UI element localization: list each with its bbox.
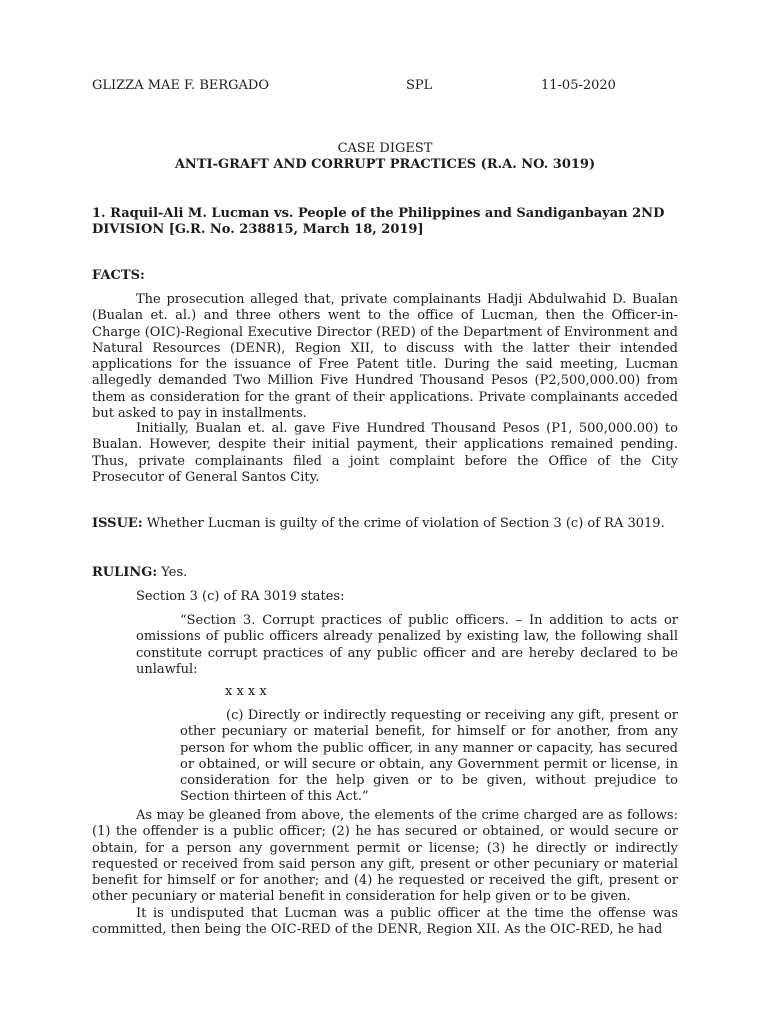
document-topic: ANTI-GRAFT AND CORRUPT PRACTICES (R.A. NO. 3019): [174, 157, 596, 172]
document-kind: CASE DIGEST: [337, 141, 433, 156]
statute-quote-1: “Section 3. Corrupt practices of public officers. – In addition to acts or omissions of public officers already penalized by existing law, the following shall constitute corrupt practices of any public officer and are hereby declared to be unlawful:: [136, 613, 678, 677]
statute-quote-2: (c) Directly or indirectly requesting or receiving any gift, present or other pecuniary or material benefit, for himself or for another, from any person for whom the public officer, in any manner or capacity, has secured or obtained, or will secure or obtain, any Government permit or license, in consideration for the help given or to be given, without prejudice to Section thirteen of this Act.”: [180, 708, 678, 805]
issue-line: [92, 516, 678, 532]
facts-label: FACTS:: [92, 268, 145, 283]
ruling-label: RULING:: [92, 565, 158, 580]
document-date: 11-05-2020: [541, 78, 616, 93]
ruling-intro: Section 3 (c) of RA 3019 states:: [136, 589, 345, 604]
author-name: GLIZZA MAE F. BERGADO: [92, 78, 270, 93]
subject-code: SPL: [406, 78, 433, 93]
issue-label: ISSUE:: [92, 516, 143, 531]
facts-paragraph-1: The prosecution alleged that, private complainants Hadji Abdulwahid D. Bualan (Bualan et. al.) and three others went to the office of Lucman, then the Officer-in-Charge (OIC)-Regional Executive Director (RED) of the Department of Environment and Natural Resources (DENR), Region XII, to discuss with the latter their intended applications for the issuance of Free Patent title. During the said meeting, Lucman allegedly demanded Two Million Five Hundred Thousand Pesos (P2,500,000.00) from them as consideration for the grant of their applications. Private complainants acceded but asked to pay in installments.: [92, 292, 678, 422]
issue-text: Whether Lucman is guilty of the crime of violation of Section 3 (c) of RA 3019.: [146, 516, 665, 531]
facts-paragraph-2: Initially, Bualan et. al. gave Five Hundred Thousand Pesos (P1, 500,000.00) to Bualan. However, despite their initial payment, their applications remained pending. Thus, private complainants filed a joint complaint before the Office of the City Prosecutor of General Santos City.: [92, 421, 678, 485]
statute-ellipsis: x x x x: [225, 684, 267, 699]
elements-paragraph: As may be gleaned from above, the elements of the crime charged are as follows: (1) the offender is a public officer; (2) he has secured or obtained, or would secure or obtain, for a person any government permit or license; (3) he directly or indirectly requested or received from said person any gift, present or other pecuniary or material benefit for himself or for another; and (4) he requested or received the gift, present or other pecuniary or material benefit in consideration for help given or to be given.: [92, 808, 678, 905]
ruling-line: [92, 565, 187, 581]
case-heading: 1. Raquil-Ali M. Lucman vs. People of the Philippines and Sandiganbayan 2ND DIVISION [G.R. No. 238815, March 18, 2019]: [92, 206, 665, 238]
analysis-paragraph: It is undisputed that Lucman was a public officer at the time the offense was committed, then being the OIC-RED of the DENR, Region XII. As the OIC-RED, he had: [92, 906, 678, 938]
ruling-answer: Yes.: [161, 565, 188, 580]
